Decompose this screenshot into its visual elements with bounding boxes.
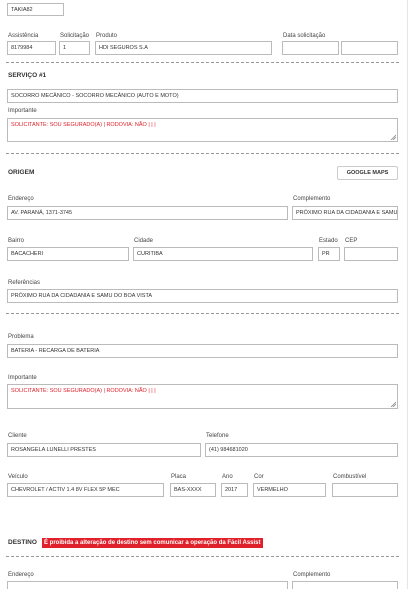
code-field[interactable]: TAKIA82 (7, 3, 64, 16)
divider (6, 556, 399, 557)
estado-label: Estado (319, 238, 338, 244)
telefone-label: Telefone (206, 433, 229, 439)
telefone-field[interactable]: (41) 984681020 (205, 443, 398, 457)
assistencia-label: Assistência (8, 33, 39, 39)
solicitacao-label: Solicitação (60, 33, 90, 39)
assistencia-field[interactable]: 8179984 (7, 41, 56, 55)
data-solicitacao-field[interactable] (282, 41, 339, 55)
bairro-label: Bairro (8, 238, 25, 244)
destino-endereco-field[interactable] (7, 581, 288, 589)
importante-text: SOLICITANTE: SOU SEGURADO(A) | RODOVIA: NÃO | | | (11, 122, 156, 128)
importante-textarea[interactable] (7, 118, 398, 142)
produto-field[interactable]: HDI SEGUROS S.A (95, 41, 272, 55)
divider (6, 62, 399, 63)
veiculo-label: Veículo (8, 474, 28, 480)
destino-warning-badge: É proibida a alteração de destino sem comunicar a operação da Fácil Assist (44, 540, 261, 546)
ano-label: Ano (222, 474, 233, 480)
cliente-field[interactable]: ROSANGELA LUNELLI PRESTES (7, 443, 201, 457)
divider (6, 313, 399, 314)
ano-field[interactable]: 2017 (221, 483, 248, 497)
problema-importante-textarea[interactable] (7, 384, 398, 409)
complemento-field[interactable]: PRÓXIMO RUA DA CIDADANIA E SAMU (292, 206, 398, 220)
cep-label: CEP (345, 238, 358, 244)
destino-complemento-label: Complemento (293, 572, 331, 578)
solicitacao-field[interactable]: 1 (59, 41, 90, 55)
cliente-label: Cliente (8, 433, 27, 439)
cor-field[interactable]: VERMELHO (253, 483, 326, 497)
google-maps-button[interactable]: GOOGLE MAPS (337, 166, 398, 180)
cidade-field[interactable]: CURITIBA (133, 247, 313, 261)
servico-field[interactable]: SOCORRO MECÂNICO - SOCORRO MECÂNICO (AUTO E MOTO) (7, 89, 398, 103)
referencias-field[interactable]: PRÓXIMO RUA DA CIDADANIA E SAMU DO BOA VISTA (7, 289, 398, 303)
cidade-label: Cidade (134, 238, 154, 244)
destino-endereco-label: Endereço (8, 572, 34, 578)
referencias-label: Referências (8, 280, 41, 286)
placa-field[interactable]: BAS-XXXX (170, 483, 216, 497)
problema-field[interactable]: BATERIA - RECARGA DE BATERIA (7, 344, 398, 358)
importante-text: SOLICITANTE: SOU SEGURADO(A) | RODOVIA: NÃO | | | (11, 388, 156, 394)
resize-grip-icon[interactable] (390, 134, 396, 140)
resize-grip-icon[interactable] (390, 401, 396, 407)
servico-title: SERVIÇO #1 (8, 72, 47, 79)
destino-complemento-field[interactable] (292, 581, 398, 589)
destino-title: DESTINO (8, 539, 37, 546)
divider (6, 153, 399, 154)
placa-label: Placa (171, 474, 187, 480)
produto-label: Produto (96, 33, 118, 39)
hora-solicitacao-field[interactable] (341, 41, 398, 55)
combustivel-label: Combustível (333, 474, 367, 480)
importante-label: Importante (8, 375, 37, 381)
complemento-label: Complemento (293, 196, 331, 202)
problema-label: Problema (8, 334, 34, 340)
veiculo-field[interactable]: CHEVROLET / ACTIV 1.4 8V FLEX 5P MEC (7, 483, 164, 497)
bairro-field[interactable]: BACACHERI (7, 247, 129, 261)
endereco-field[interactable]: AV. PARANÁ, 1371-3745 (7, 206, 288, 220)
page-right-border (407, 0, 408, 589)
origem-title: ORIGEM (8, 169, 35, 176)
data-solicitacao-label: Data solicitação (283, 33, 326, 39)
cor-label: Cor (254, 474, 264, 480)
endereco-label: Endereço (8, 196, 34, 202)
combustivel-field[interactable] (332, 483, 398, 497)
importante-label: Importante (8, 108, 37, 114)
cep-field[interactable] (344, 247, 398, 261)
estado-field[interactable]: PR (318, 247, 340, 261)
